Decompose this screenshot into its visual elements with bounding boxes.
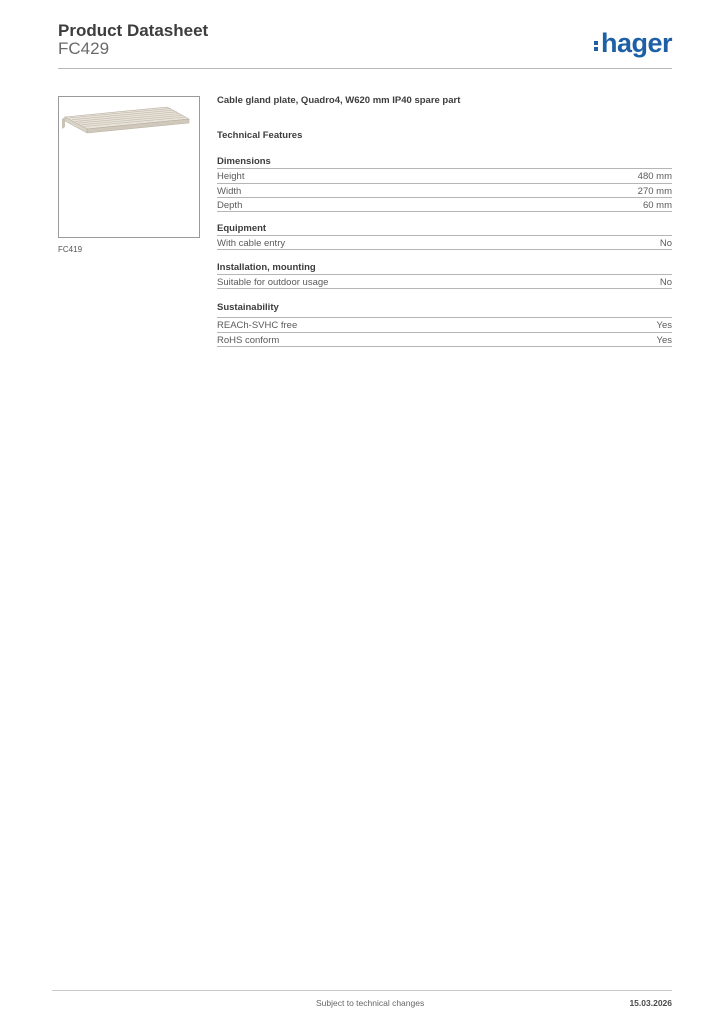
section-divider xyxy=(217,211,672,212)
section-title-equipment: Equipment xyxy=(217,223,267,234)
spec-value: No xyxy=(659,238,672,249)
logo-dots-icon xyxy=(594,40,598,52)
cable-gland-plate-illustration xyxy=(59,97,199,237)
spec-row xyxy=(217,168,672,183)
spec-label: RoHS conform xyxy=(217,335,280,346)
spec-value: 60 mm xyxy=(642,200,672,211)
spec-row xyxy=(217,183,672,198)
spec-label: Width xyxy=(217,186,242,197)
header-divider xyxy=(58,68,672,69)
spec-row xyxy=(217,317,672,332)
spec-row xyxy=(217,274,672,289)
spec-row xyxy=(217,332,672,347)
spec-label: With cable entry xyxy=(217,238,286,249)
product-image xyxy=(58,96,200,238)
footer-date: 15.03.2026 xyxy=(629,998,672,1008)
section-title-sustainability: Sustainability xyxy=(217,302,279,313)
spec-value: 480 mm xyxy=(637,171,672,182)
section-divider xyxy=(217,288,672,289)
image-caption: FC419 xyxy=(58,245,83,254)
footer-note: Subject to technical changes xyxy=(316,998,425,1008)
spec-label: Height xyxy=(217,171,245,182)
spec-value: 270 mm xyxy=(637,186,672,197)
spec-value: No xyxy=(659,277,672,288)
section-title-dimensions: Dimensions xyxy=(217,156,271,167)
spec-row xyxy=(217,197,672,212)
page-header xyxy=(58,20,672,70)
spec-label: Depth xyxy=(217,200,243,211)
product-name: Cable gland plate, Quadro4, W620 mm IP40 spare part xyxy=(217,95,461,106)
technical-features-heading: Technical Features xyxy=(217,130,303,141)
spec-label: REACh-SVHC free xyxy=(217,320,298,331)
spec-value: Yes xyxy=(656,320,672,331)
page-title: Product Datasheet xyxy=(58,21,209,40)
spec-label: Suitable for outdoor usage xyxy=(217,277,329,288)
spec-row xyxy=(217,235,672,250)
section-divider xyxy=(217,346,672,347)
section-title-installation: Installation, mounting xyxy=(217,262,316,273)
logo-text: hager xyxy=(600,27,672,58)
hager-logo xyxy=(594,28,672,58)
footer-divider xyxy=(52,990,672,991)
spec-value: Yes xyxy=(656,335,672,346)
product-code: FC429 xyxy=(58,39,110,58)
section-divider xyxy=(217,249,672,250)
